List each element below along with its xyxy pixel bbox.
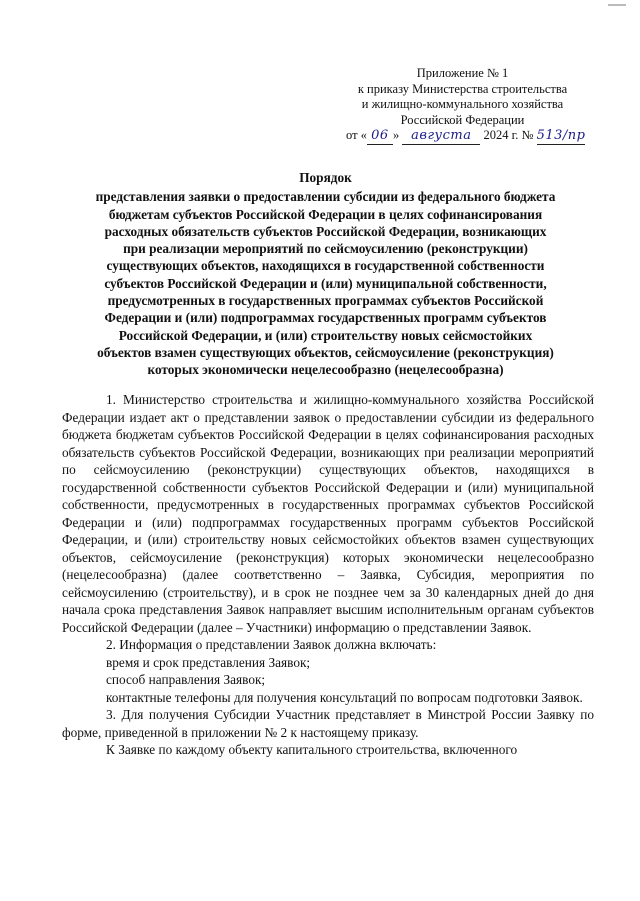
date-prefix: от « [346, 128, 367, 143]
scan-mark [608, 4, 626, 6]
title-line: расходных обязательств субъектов Российской Федерации, возникающих [104, 223, 547, 239]
title-line: которых экономически нецелесообразно (нецелесообразна) [147, 362, 504, 378]
order-year: 2024 [483, 128, 509, 143]
title-line: Федерации и (или) подпрограммах государственных программ субъектов [104, 310, 547, 326]
title-line: Российской Федерации, и (или) строительству новых сейсмостойких [118, 327, 533, 343]
number-prefix: г. № [511, 128, 534, 143]
appendix-to-order: к приказу Министерства строительства [357, 81, 568, 96]
paragraph-2: 2. Информация о представлении Заявок должна включать: [106, 637, 437, 652]
appendix-header [330, 66, 595, 145]
title-line: бюджетам субъектов Российской Федерации в целях софинансирования [108, 206, 543, 222]
title-line: существующих объектов, находящихся в государственной собственности [106, 258, 545, 274]
title-line: объектов взамен существующих объектов, сейсмоусиление (реконструкция) [97, 344, 554, 360]
title-line: субъектов Российской Федерации и (или) муниципальной собственности, [104, 275, 547, 291]
paragraph-1: 1. Министерство строительства и жилищно-коммунального хозяйства Российской Федерации издает акт о представлении заявок о предоставлении субсидии из федерального бюджета бюджетам субъектов Российской Федерации в целях софинансирования расходных обязательств субъектов Российской Федерации, возникающих при реализации мероприятий по сейсмоусилению (реконструкции) существующих объектов, находящихся в государственной собственности субъектов Российской Федерации и (или) муниципальной собственности, предусмотренных в государственных программах субъектов Российской Федерации и (или) подпрограммах государственных программ субъектов Российской Федерации, и (или) строительству новых сейсмостойких объектов взамен существующих объектов, сейсмоусиление (реконструкция) которых экономически нецелесообразно (нецелесообразна) (далее соответственно – Заявка, Субсидия, мероприятия по сейсмоусилению (строительству), и в срок не позднее чем за 30 календарных дней до дня начала срока представления Заявок направляет высшим исполнительным органам субъектов Российской Федерации (далее – Участники) информацию о представлении Заявок. [62, 392, 594, 635]
appendix-ministry-line2: и жилищно-коммунального хозяйства [361, 97, 564, 112]
title-word: Порядок [299, 170, 352, 185]
paragraph-2-item-time: время и срок представления Заявок; [106, 654, 311, 670]
paragraph-3: 3. Для получения Субсидии Участник представляет в Минстрой России Заявку по форме, приведенной в приложении № 2 к настоящему приказу. [62, 707, 594, 740]
order-day: 06 [367, 128, 393, 145]
title-line: предусмотренных в государственных программах субъектов Российской [107, 293, 544, 309]
appendix-ministry-line3: Российской Федерации [400, 112, 525, 127]
paragraph-4: К Заявке по каждому объекту капитального строительства, включенного [106, 742, 518, 757]
document-body [62, 391, 594, 759]
order-month: августа [402, 128, 480, 145]
paragraph-2-item-contacts: контактные телефоны для получения консультаций по вопросам подготовки Заявок. [106, 689, 583, 705]
paragraph-2-item-method: способ направления Заявок; [106, 672, 266, 687]
order-number: 513/пр [536, 128, 586, 144]
order-date-line [346, 128, 595, 145]
document-title [48, 169, 603, 379]
title-line: при реализации мероприятий по сейсмоусилению (реконструкции) [123, 241, 528, 257]
date-mid: » [392, 128, 400, 143]
appendix-number: Приложение № 1 [416, 66, 509, 80]
title-line: представления заявки о предоставлении субсидии из федерального бюджета [95, 189, 556, 205]
